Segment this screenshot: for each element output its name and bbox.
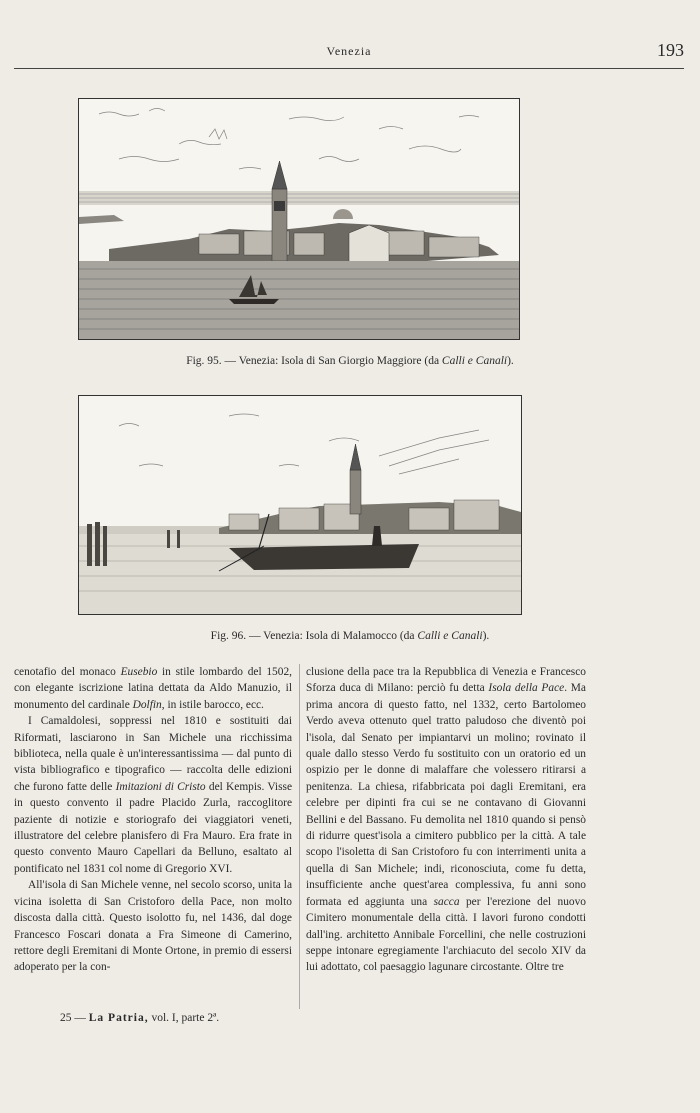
malamocco-illustration: [79, 396, 521, 614]
page-footer: 25 — La Patria, vol. I, parte 2ª.: [60, 1012, 220, 1024]
paragraph: I Camaldolesi, soppressi nel 1810 e sostituiti dai Riformati, lasciarono in San Michele una ricchissima biblioteca, nella quale è un'interessantissima — dal punto di vista bibliografico e tipografico — raccolta delle edizioni che furono fatte delle Imitazioni di Cristo del Kempis. Visse in questo convento il padre Placido Zurla, raccoglitore paziente di notizie e storiografo dei viaggiatori veneti, illustratore del celebre planisfero di Fra Mauro. Era frate in questo convento Mauro Capellari da Belluno, esaltato al pontificato nel 1831 col nome di Gregorio XVI.: [14, 715, 293, 875]
paragraph: All'isola di San Michele venne, nel secolo scorso, unita la vicina isoletta di San Cristoforo della Pace, non molto discosta dalla città. Questo isolotto fu, nel 1436, dal doge Francesco Foscari donata a Fra Simeone di Camerino, rettore degli Eremitani di Monte Ortone, in premio di essersi adoperato per la con-: [14, 879, 292, 974]
figure-san-giorgio-engraving: [78, 98, 520, 340]
running-title: Venezia: [326, 44, 372, 58]
figure-95-caption: Fig. 95. — Venezia: Isola di San Giorgio Maggiore (da Calli e Canali).: [186, 355, 514, 367]
paragraph: cenotafio del monaco Eusebio in stile lombardo del 1502, con elegante iscrizione latina dettata da Aldo Manuzio, il monumento del cardinale Dolfin, in istile barocco, ecc.: [14, 666, 292, 711]
publication-title: La Patria,: [88, 1012, 149, 1024]
body-column-left: [14, 664, 292, 976]
header-rule: [14, 68, 684, 69]
figure-malamocco-engraving: [78, 395, 522, 615]
figure-95-label: Fig. 95.: [186, 355, 222, 367]
figure-96-label: Fig. 96.: [210, 630, 247, 642]
figure-96-source: Calli e Canali: [417, 630, 483, 642]
column-divider: [299, 664, 300, 1009]
body-column-right: [306, 664, 586, 976]
page-number: 193: [657, 40, 684, 60]
figure-96-caption: Fig. 96. — Venezia: Isola di Malamocco (da Calli e Canali).: [210, 630, 490, 642]
figure-95-source: Calli e Canali: [441, 355, 508, 367]
page-header: [14, 38, 684, 66]
paragraph: clusione della pace tra la Repubblica di Venezia e Francesco Sforza duca di Milano: perciò fu detta Isola della Pace. Ma prima ancora di questo fatto, nel 1332, certo Bartolomeo Verdo aveva ottenuto quel tratto paludoso che diventò poi l'isola, dal Senato per impiantarvi un molino; rovinato il quale dallo stesso Verdo fu sostituito con un oratorio ed un ospizio per le donne di malaffare che volessero ritirarsi a penitenza. La chiesa, rifabbricata poi dagli Eremitani, era celebre per dipinti fra cui se ne contavano di Giovanni Bellini e del Bassano. Fu demolita nel 1810 quando si pensò di ridurre quest'isola a cimitero pubblico per la città. A tale scopo l'isoletta di San Cristoforo fu con interrimenti unita a quella di San Michele; indi, riconosciuta, come fu detta, insufficiente anche quest'area complessiva, fu anni sono formata ed aggiunta una sacca per l'erezione del nuovo Cimitero monumentale della città. I lavori furono condotti dall'ing. architetto Annibale Forcellini, che nelle costruzioni seppe intonare egregiamente l'archiacuto del secolo XIV da lui adottato, col paesaggio lagunare circostante. Oltre tre: [306, 666, 586, 974]
san-giorgio-illustration: [79, 99, 519, 339]
